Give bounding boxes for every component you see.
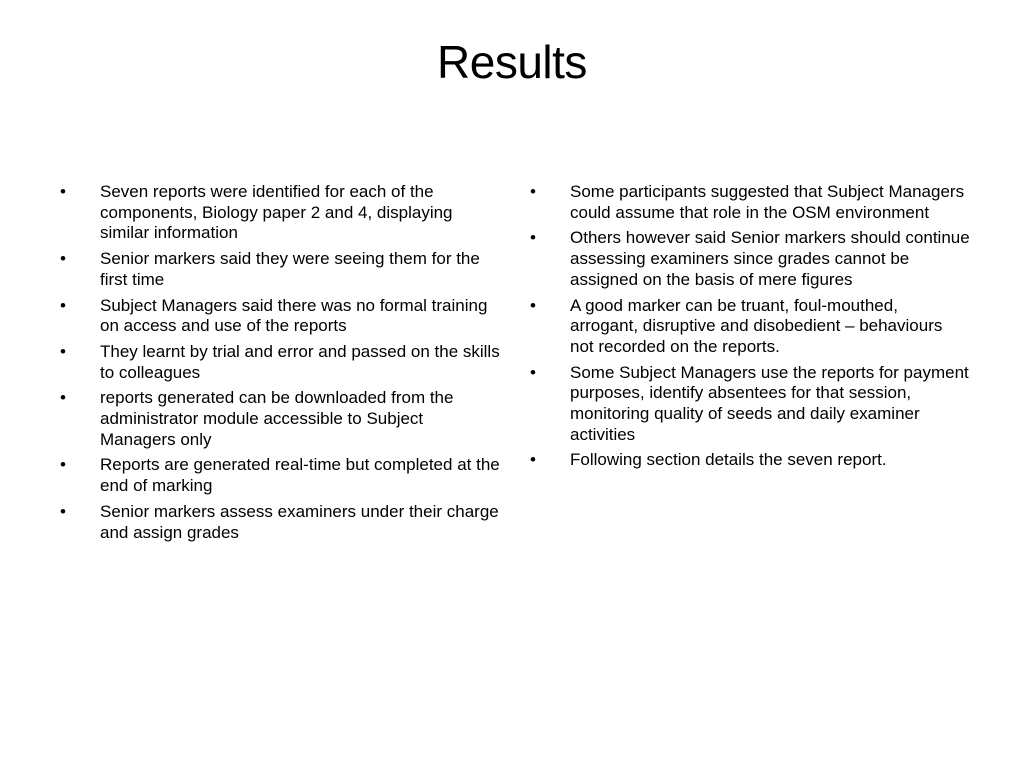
bullet-text: reports generated can be downloaded from the administrator module accessible to Subject Managers only <box>100 388 454 449</box>
bullet-text: Others however said Senior markers should continue assessing examiners since grades cannot be assigned on the basis of mere figures <box>570 228 970 289</box>
bullet-text: They learnt by trial and error and passed on the skills to colleagues <box>100 341 500 382</box>
bullet-text: Senior markers said they were seeing them for the first time <box>100 249 480 289</box>
list-item <box>530 450 970 471</box>
left-bullet-list <box>60 182 500 548</box>
list-item <box>530 182 970 223</box>
bullet-text: Senior markers assess examiners under their charge and assign grades <box>100 501 499 542</box>
list-item <box>60 249 500 290</box>
bullet-text: Reports are generated real-time but completed at the end of marking <box>100 455 500 496</box>
bullet-icon: • <box>60 341 66 361</box>
slide-title: Results <box>437 36 587 88</box>
bullet-text: A good marker can be truant, foul-mouthed, arrogant, disruptive and disobedient – behaviours not recorded on the reports. <box>570 295 943 356</box>
bullet-text: Some Subject Managers use the reports for payment purposes, identify absentees for that session, monitoring quality of seeds and daily examiner activities <box>570 362 969 444</box>
bullet-icon: • <box>530 228 536 248</box>
right-bullet-list <box>530 182 970 476</box>
bullet-text: Following section details the seven report. <box>570 450 887 470</box>
list-item <box>60 388 500 450</box>
list-item <box>60 342 500 383</box>
list-item <box>60 182 500 244</box>
bullet-icon: • <box>60 249 66 269</box>
list-item <box>60 502 500 543</box>
bullet-icon: • <box>60 455 66 475</box>
list-item <box>60 455 500 496</box>
list-item <box>530 296 970 358</box>
bullet-icon: • <box>530 362 536 382</box>
bullet-text: Some participants suggested that Subject Managers could assume that role in the OSM environment <box>570 182 965 222</box>
bullet-text: Subject Managers said there was no formal training on access and use of the reports <box>100 295 488 336</box>
bullet-icon: • <box>60 182 66 201</box>
bullet-text: Seven reports were identified for each of the components, Biology paper 2 and 4, displaying similar information <box>100 182 453 243</box>
list-item <box>530 363 970 446</box>
bullet-icon: • <box>530 182 536 201</box>
bullet-icon: • <box>60 388 66 408</box>
bullet-icon: • <box>530 450 536 470</box>
list-item <box>60 296 500 337</box>
bullet-icon: • <box>530 295 536 315</box>
bullet-icon: • <box>60 295 66 315</box>
list-item <box>530 228 970 290</box>
bullet-icon: • <box>60 501 66 521</box>
